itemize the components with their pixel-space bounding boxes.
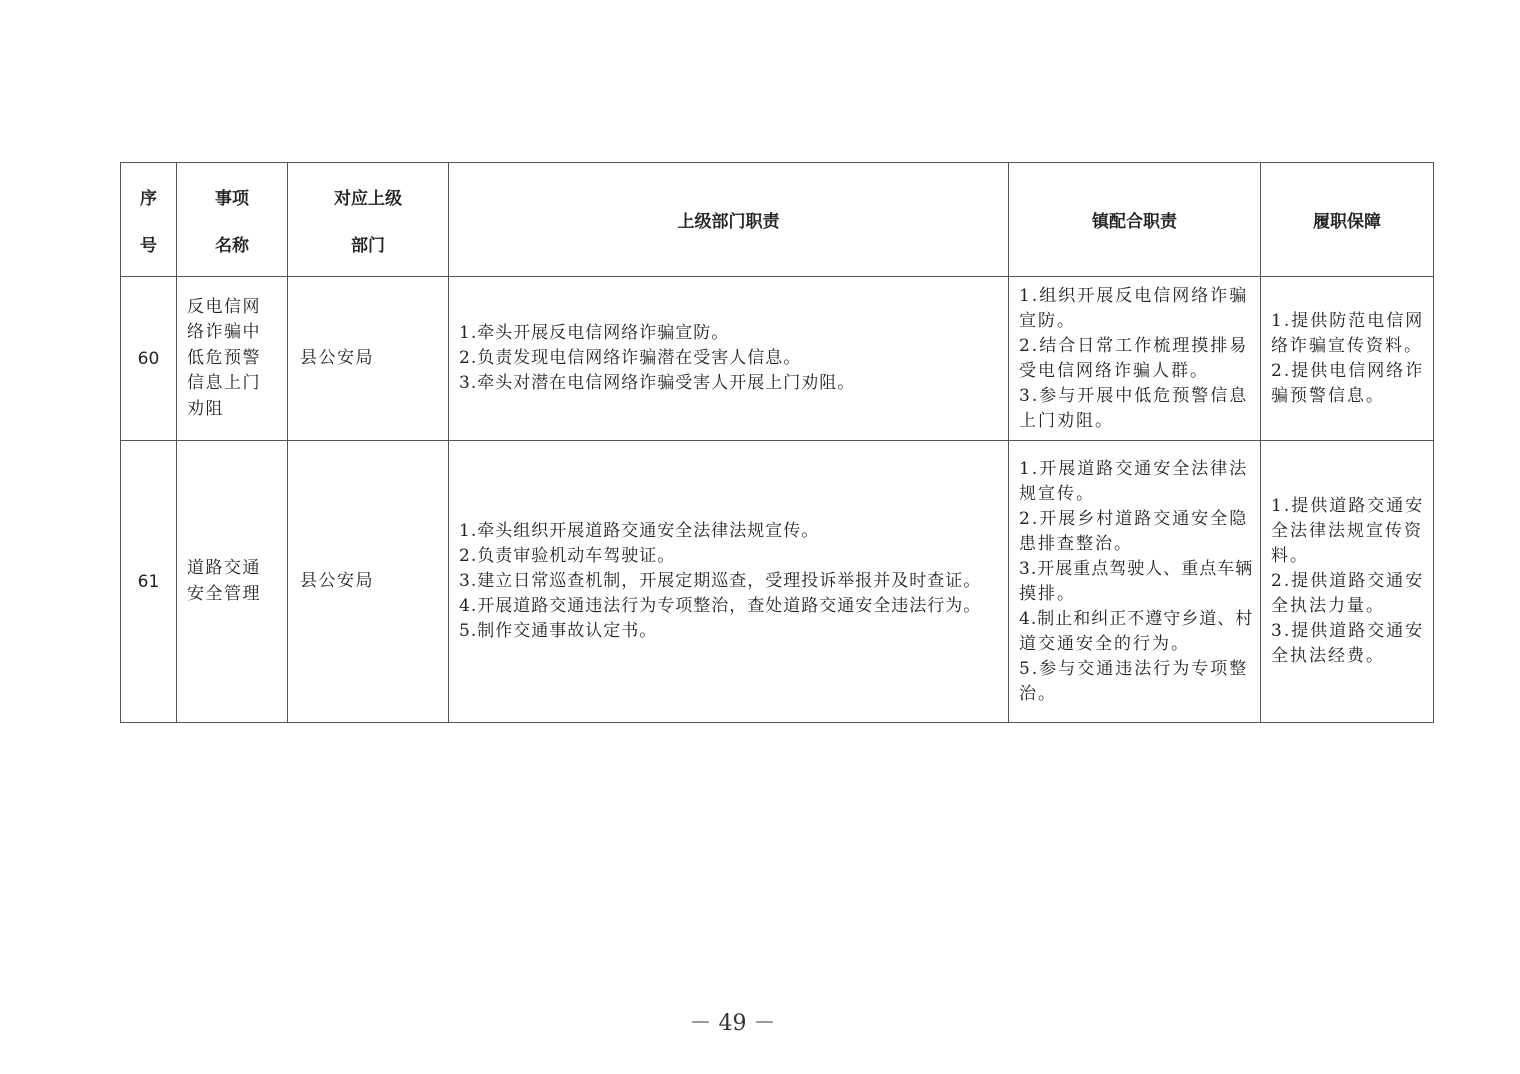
row-seq: 60 [121, 277, 177, 441]
town-duty-line: 1.开展道路交通安全法律法 [1019, 458, 1249, 479]
upper-duty-line: 5.制作交通事故认定书。 [459, 621, 658, 641]
row-dept-cell [288, 277, 449, 441]
row-item-cell [177, 441, 288, 723]
header-item-name [177, 163, 288, 277]
row-guarantees [1261, 277, 1434, 441]
header-dept-line2: 部门 [351, 235, 385, 256]
header-guarantee: 履职保障 [1261, 163, 1434, 277]
guarantee-line: 络诈骗宣传资料。 [1271, 335, 1423, 356]
row-dept: 县公安局 [300, 347, 374, 368]
header-seq-line2: 号 [140, 235, 157, 256]
upper-duty-line: 2.负责审验机动车驾驶证。 [459, 546, 676, 566]
row-dept-cell [288, 441, 449, 723]
table-header-row [121, 163, 1434, 277]
town-duty-line: 治。 [1019, 683, 1057, 704]
town-duty-line: 摸排。 [1019, 583, 1076, 604]
upper-duty-line: 4.开展道路交通违法行为专项整治，查处道路交通安全违法行为。 [459, 596, 982, 616]
town-duty-line: 1.组织开展反电信网络诈骗 [1019, 285, 1249, 306]
row-town-duties [1009, 277, 1261, 441]
town-duty-line: 4.制止和纠正不遵守乡道、村 [1019, 608, 1254, 629]
guarantee-line: 骗预警信息。 [1271, 385, 1385, 406]
header-upper-duty: 上级部门职责 [449, 163, 1009, 277]
guarantee-line: 3.提供道路交通安 [1271, 621, 1425, 641]
page-number: － 49 － [689, 1011, 776, 1036]
town-duty-line: 5.参与交通违法行为专项整 [1019, 658, 1249, 679]
row-item-name: 反电信网 络诈骗中 低危预警 信息上门 劝阻 [187, 296, 261, 419]
row-item-cell [177, 277, 288, 441]
row-upper-duties [449, 277, 1009, 441]
header-dept-line1: 对应上级 [334, 188, 402, 209]
guarantee-line: 料。 [1271, 546, 1309, 566]
header-upper-dept [288, 163, 449, 277]
row-item-name: 道路交通 安全管理 [187, 558, 261, 604]
town-duty-line: 上门劝阻。 [1019, 410, 1114, 431]
town-duty-line: 道交通安全的行为。 [1019, 633, 1190, 654]
town-duty-line: 宣防。 [1019, 310, 1076, 331]
row-town-duties [1009, 441, 1261, 723]
guarantee-line: 1.提供道路交通安 [1271, 496, 1425, 516]
guarantee-line: 全执法力量。 [1271, 596, 1385, 616]
responsibility-table [120, 162, 1434, 723]
town-duty-line: 规宣传。 [1019, 483, 1095, 504]
town-duty-line: 患排查整治。 [1019, 533, 1133, 554]
row-guarantees [1261, 441, 1434, 723]
row-upper-duties [449, 441, 1009, 723]
row-seq: 61 [121, 441, 177, 723]
upper-duty-line: 3.牵头对潜在电信网络诈骗受害人开展上门劝阻。 [459, 373, 856, 393]
table-row [121, 441, 1434, 723]
header-town-duty: 镇配合职责 [1009, 163, 1261, 277]
town-duty-line: 3.开展重点驾驶人、重点车辆 [1019, 558, 1254, 579]
header-seq [121, 163, 177, 277]
town-duty-line: 2.结合日常工作梳理摸排易 [1019, 335, 1249, 356]
town-duty-line: 受电信网络诈骗人群。 [1019, 360, 1209, 381]
upper-duty-line: 3.建立日常巡查机制，开展定期巡查，受理投诉举报并及时查证。 [459, 571, 982, 591]
town-duty-line: 3.参与开展中低危预警信息 [1019, 385, 1249, 406]
guarantee-line: 全法律法规宣传资 [1271, 521, 1423, 541]
guarantee-line: 2.提供道路交通安 [1271, 571, 1425, 591]
upper-duty-line: 2.负责发现电信网络诈骗潜在受害人信息。 [459, 348, 802, 368]
upper-duty-line: 1.牵头开展反电信网络诈骗宣防。 [459, 323, 730, 343]
table-row [121, 277, 1434, 441]
row-dept: 县公安局 [300, 570, 374, 591]
header-seq-line1: 序 [140, 188, 157, 209]
guarantee-line: 全执法经费。 [1271, 646, 1385, 666]
guarantee-line: 2.提供电信网络诈 [1271, 360, 1425, 381]
header-item-line1: 事项 [215, 188, 249, 209]
header-item-line2: 名称 [215, 235, 249, 256]
town-duty-line: 2.开展乡村道路交通安全隐 [1019, 508, 1249, 529]
upper-duty-line: 1.牵头组织开展道路交通安全法律法规宣传。 [459, 521, 820, 541]
guarantee-line: 1.提供防范电信网 [1271, 310, 1425, 331]
